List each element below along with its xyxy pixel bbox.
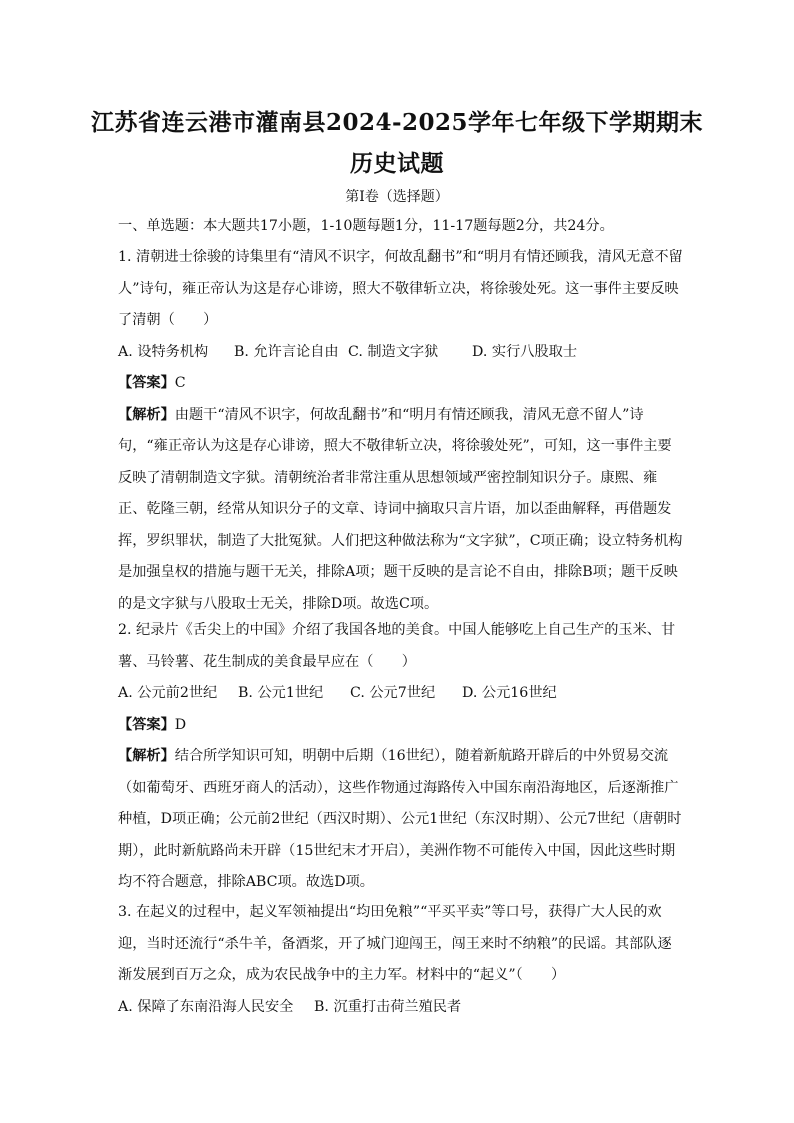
question-stem: 2. 纪录片《舌尖上的中国》介绍了我国各地的美食。中国人能够吃上自己生产的玉米、甘薯、马铃薯、花生制成的美食最早应在（ ）	[118, 622, 676, 670]
question-2	[118, 615, 683, 899]
section-title: 第Ⅰ卷（选择题）	[345, 189, 449, 205]
analysis-label: 【解析】	[118, 406, 175, 423]
question-options	[118, 992, 683, 1024]
analysis-label: 【解析】	[118, 748, 175, 764]
section-intro-text: 一、单选题：本大题共17小题，1-10题每题1分，11-17题每题2分，共24分。	[118, 218, 614, 234]
answer-label: 【答案】	[118, 375, 175, 391]
option-b: B. 沉重打击荷兰殖民者	[314, 998, 462, 1015]
option-d: D. 实行八股取士	[472, 343, 578, 360]
analysis-text: 结合所学知识可知，明朝中后期（16世纪），随着新航路开辟后的中外贸易交流（如葡萄牙、西班牙商人的活动），这些作物通过海路传入中国东南沿海地区，后逐渐推广种植，D项正确；公元前2世纪（西汉时期）、公元1世纪（东汉时期）、公元7世纪（唐朝时期），此时新航路尚未开辟（15世纪末才开启），美洲作物不可能传入中国，因此这些时期均不符合题意，排除ABC项。故选D项。	[118, 748, 682, 890]
option-d: D. 公元16世纪	[462, 685, 557, 701]
answer-label: 【答案】	[118, 716, 175, 733]
analysis-paragraph	[118, 741, 683, 899]
option-a: A. 公元前2世纪	[118, 685, 218, 701]
option-a: A. 设特务机构	[118, 343, 209, 360]
option-b: B. 公元1世纪	[238, 685, 324, 701]
answer-line	[118, 368, 683, 400]
answer-value: D	[174, 716, 187, 733]
answer-value: C	[174, 375, 186, 391]
question-1	[118, 242, 683, 620]
option-b: B. 允许言论自由	[234, 343, 339, 360]
document-title-line1: 江苏省连云港市灌南县2024-2025学年七年级下学期期末	[90, 109, 704, 136]
question-stem: 3. 在起义的过程中，起义军领袖提出“均田免粮”“平买平卖”等口号，获得广大人民的欢迎，当时还流行“杀牛羊，备酒浆，开了城门迎闯王，闯王来时不纳粮”的民谣。其部队逐渐发展到百万之众，成为农民战争中的主力军。材料中的“起义”（ ）	[118, 904, 672, 983]
question-options	[118, 337, 683, 369]
question-3	[118, 897, 683, 1023]
question-stem: 1. 清朝进士徐骏的诗集里有“清风不识字，何故乱翻书”和“明月有情还顾我，清风无意不留人”诗句，雍正帝认为这是存心诽谤，照大不敬律斩立决，将徐骏处死。这一事件主要反映了清朝（ ）	[118, 249, 683, 328]
document-title-line2: 历史试题	[350, 150, 444, 177]
option-c: C. 公元7世纪	[350, 685, 436, 701]
answer-line	[118, 710, 683, 742]
analysis-text: 由题干“清风不识字，何故乱翻书”和“明月有情还顾我，清风无意不留人”诗句，“雍正帝认为这是存心诽谤，照大不敬律斩立决，将徐骏处死”，可知，这一事件主要反映了清朝制造文字狱。清朝统治者非常注重从思想领域严密控制知识分子。康熙、雍正、乾隆三朝，经常从知识分子的文章、诗词中摘取只言片语，加以歪曲解释，再借题发挥，罗织罪状，制造了大批冤狱。人们把这种做法称为“文字狱”，C项正确；设立特务机构是加强皇权的措施与题干无关，排除A项；题干反映的是言论不自由，排除B项；题干反映的是文字狱与八股取士无关，排除D项。故选C项。	[118, 406, 683, 612]
question-options	[118, 678, 683, 710]
section-intro	[118, 211, 683, 243]
option-c: C. 制造文字狱	[348, 343, 439, 360]
analysis-paragraph	[118, 400, 683, 621]
option-a: A. 保障了东南沿海人民安全	[118, 998, 294, 1015]
